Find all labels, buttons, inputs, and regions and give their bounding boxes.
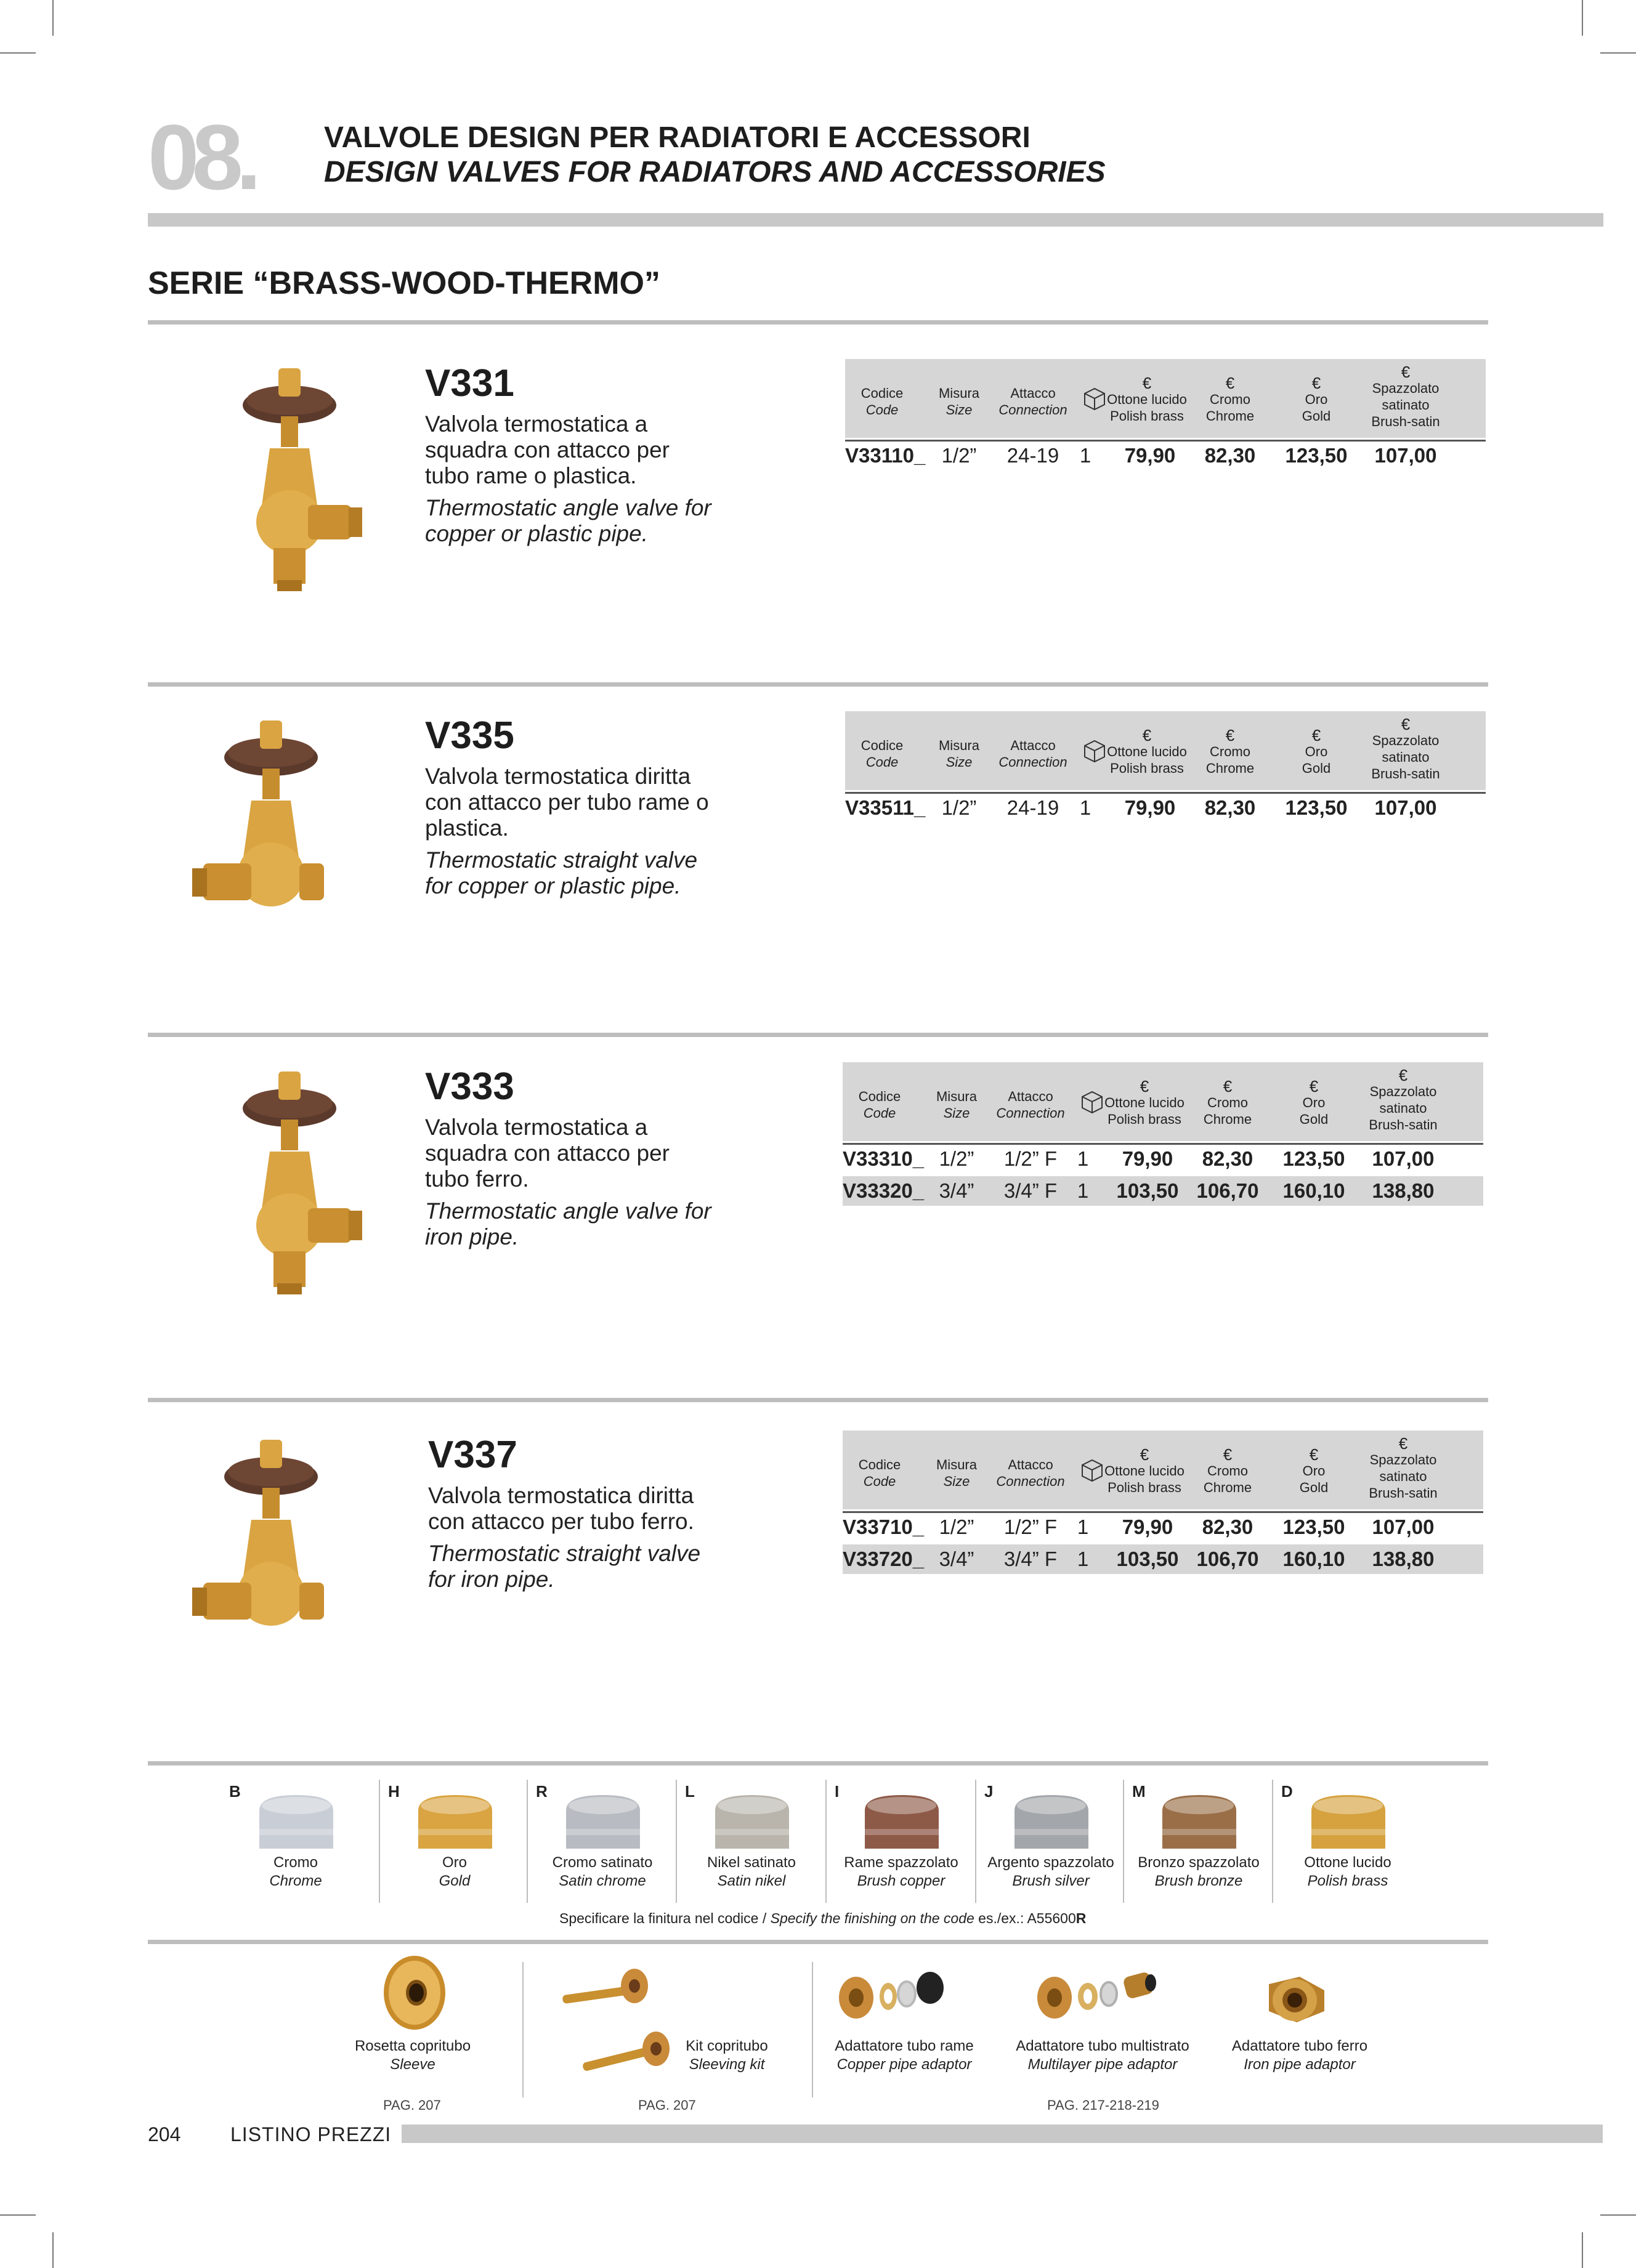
- cell-polish: 79,90: [1124, 796, 1176, 819]
- th-chrome: € Cromo Chrome: [1205, 374, 1255, 424]
- finish-swatch-cap: [862, 1792, 942, 1854]
- finish-swatch-cap: [1011, 1792, 1091, 1854]
- finish-swatch-cap: [563, 1792, 643, 1854]
- package-icon: [1082, 386, 1107, 411]
- accessory-label: Rosetta copritubo Sleeve: [354, 2038, 471, 2073]
- product-description-en: Thermostatic angle valve for copper or plastic pipe.: [425, 495, 711, 546]
- cell-size: 3/4”: [939, 1179, 974, 1202]
- cell-conn: 1/2” F: [1003, 1515, 1058, 1538]
- finish-divider: [1123, 1780, 1124, 1903]
- cell-chrome: 106,70: [1196, 1548, 1259, 1570]
- product-separator-rule: [148, 1033, 1488, 1037]
- th-size: Misura Size: [938, 385, 979, 418]
- accessory-label: Adattatore tubo ferro Iron pipe adaptor: [1231, 2038, 1368, 2073]
- cell-gold: 160,10: [1282, 1548, 1345, 1570]
- th-brush-satin: € Spazzolato satinato Brush-satin: [1371, 715, 1440, 781]
- footer-title: LISTINO PREZZI: [230, 2123, 392, 2145]
- th-code: Codice Code: [861, 738, 904, 770]
- th-polish-brass: € Ottone lucido Polish brass: [1107, 726, 1187, 776]
- cell-conn: 3/4” F: [1003, 1548, 1058, 1570]
- th-brush-satin: € Spazzolato satinato Brush-satin: [1369, 1434, 1438, 1501]
- finish-swatch-cap: [712, 1792, 792, 1854]
- page-reference: PAG. 217-218-219: [1047, 2097, 1159, 2113]
- th-size: Misura Size: [936, 1457, 977, 1489]
- cell-chrome: 82,30: [1202, 1147, 1253, 1170]
- cell-brush: 138,80: [1372, 1548, 1435, 1570]
- th-polish-brass: € Ottone lucido Polish brass: [1104, 1445, 1184, 1495]
- finish-divider: [379, 1780, 380, 1903]
- row-divider: [845, 792, 1486, 794]
- crop-mark: [1582, 0, 1583, 36]
- th-connection: Attacco Connection: [998, 385, 1067, 418]
- finish-letter: L: [685, 1782, 695, 1801]
- crop-mark: [1600, 52, 1636, 54]
- accessory-divider: [812, 1962, 813, 2097]
- product-separator-rule: [148, 320, 1488, 325]
- finish-divider: [676, 1780, 677, 1903]
- finish-label: Oro Gold: [439, 1854, 471, 1889]
- header-bar: [148, 213, 1603, 227]
- crop-mark: [52, 0, 54, 36]
- price-table-header: [845, 359, 1486, 438]
- cell-qty: 1: [1077, 1515, 1089, 1538]
- accessories-top-rule: [148, 1940, 1488, 1944]
- copper-adaptor-image: [838, 1967, 955, 2022]
- product-code-title: V337: [428, 1434, 517, 1476]
- package-icon: [1080, 1458, 1104, 1482]
- price-table-row: [845, 441, 1486, 470]
- finish-label: Cromo satinato Satin chrome: [552, 1854, 653, 1889]
- cell-polish: 103,50: [1116, 1179, 1179, 1202]
- cell-code: V33710_: [843, 1515, 925, 1538]
- chapter-number: 08.: [148, 105, 254, 209]
- product-separator-rule: [148, 1398, 1488, 1402]
- th-size: Misura Size: [938, 738, 979, 770]
- accessory-label: Adattatore tubo multistrato Multilayer pipe adaptor: [1016, 2038, 1189, 2073]
- accessory-divider: [522, 1962, 524, 2097]
- page-reference: PAG. 207: [638, 2097, 696, 2113]
- valve-image: [209, 368, 370, 596]
- crop-mark: [1582, 2232, 1583, 2268]
- cell-conn: 24-19: [1006, 796, 1059, 819]
- finish-swatch-cap: [415, 1792, 495, 1854]
- finish-label: Rame spazzolato Brush copper: [844, 1854, 958, 1889]
- package-icon: [1082, 738, 1107, 763]
- th-gold: € Oro Gold: [1302, 374, 1331, 424]
- cell-chrome: 82,30: [1204, 796, 1256, 819]
- product-description-en: Thermostatic angle valve for iron pipe.: [425, 1198, 711, 1249]
- th-code: Codice Code: [861, 385, 904, 418]
- cell-code: V33110_: [845, 444, 926, 467]
- page-reference: PAG. 207: [383, 2097, 441, 2113]
- cell-brush: 138,80: [1372, 1179, 1435, 1202]
- cell-gold: 123,50: [1285, 796, 1348, 819]
- iron-adaptor-image: [1263, 1966, 1330, 2027]
- finish-label: Nikel satinato Satin nikel: [707, 1854, 796, 1889]
- price-table-header: [843, 1062, 1483, 1141]
- crop-mark: [0, 52, 36, 54]
- price-table-row: [843, 1544, 1483, 1574]
- price-table-row: [843, 1512, 1483, 1542]
- cell-gold: 123,50: [1285, 444, 1348, 467]
- row-divider: [845, 440, 1486, 442]
- finish-swatch-cap: [1159, 1792, 1239, 1854]
- th-chrome: € Cromo Chrome: [1205, 726, 1255, 776]
- crop-mark: [0, 2214, 36, 2216]
- cell-brush: 107,00: [1372, 1147, 1435, 1170]
- product-code-title: V331: [425, 362, 514, 405]
- th-polish-brass: € Ottone lucido Polish brass: [1107, 374, 1187, 424]
- footer-bar: [402, 2125, 1603, 2143]
- sleeve-image: [381, 1953, 448, 2032]
- finish-swatch-cap: [1308, 1792, 1388, 1854]
- finishes-top-rule: [148, 1761, 1488, 1766]
- th-gold: € Oro Gold: [1302, 726, 1331, 776]
- product-description-it: Valvola termostatica a squadra con attacco per tubo ferro.: [425, 1115, 670, 1192]
- th-code: Codice Code: [858, 1457, 901, 1489]
- package-icon: [1080, 1089, 1104, 1114]
- cell-gold: 160,10: [1282, 1179, 1345, 1202]
- finish-divider: [825, 1780, 827, 1903]
- cell-brush: 107,00: [1374, 444, 1437, 467]
- th-connection: Attacco Connection: [996, 1089, 1065, 1121]
- cell-brush: 107,00: [1372, 1515, 1435, 1538]
- th-chrome: € Cromo Chrome: [1203, 1445, 1252, 1495]
- th-connection: Attacco Connection: [998, 738, 1067, 770]
- accessory-label: Kit copritubo Sleeving kit: [686, 2038, 768, 2073]
- product-description-en: Thermostatic straight valve for copper or plastic pipe.: [425, 847, 698, 898]
- row-divider: [843, 1511, 1483, 1513]
- chapter-title-it: VALVOLE DESIGN PER RADIATORI E ACCESSORI: [324, 121, 1031, 154]
- cell-qty: 1: [1079, 796, 1091, 819]
- finish-swatch-cap: [256, 1792, 336, 1854]
- finish-note: Specificare la finitura nel codice / Specify the finishing on the code es./ex.: A55600R: [559, 1910, 1087, 1926]
- price-table-row: [843, 1176, 1483, 1206]
- cell-size: 1/2”: [939, 1515, 974, 1538]
- cell-polish: 103,50: [1116, 1548, 1179, 1570]
- th-brush-satin: € Spazzolato satinato Brush-satin: [1371, 363, 1440, 429]
- cell-polish: 79,90: [1122, 1147, 1173, 1170]
- row-divider: [843, 1143, 1483, 1145]
- finish-label: Argento spazzolato Brush silver: [987, 1854, 1114, 1889]
- product-description-it: Valvola termostatica a squadra con attacco per tubo rame o plastica.: [425, 411, 670, 488]
- finish-letter: H: [388, 1782, 400, 1801]
- cell-size: 3/4”: [939, 1548, 974, 1570]
- cell-code: V33511_: [845, 796, 926, 819]
- cell-conn: 24-19: [1006, 444, 1059, 467]
- valve-image: [191, 1440, 351, 1668]
- cell-code: V33720_: [843, 1548, 925, 1570]
- finish-letter: D: [1281, 1782, 1293, 1801]
- cell-conn: 1/2” F: [1003, 1147, 1058, 1170]
- th-polish-brass: € Ottone lucido Polish brass: [1104, 1077, 1184, 1127]
- cell-chrome: 82,30: [1204, 444, 1256, 467]
- product-code-title: V335: [425, 714, 514, 757]
- cell-qty: 1: [1079, 444, 1091, 467]
- cell-qty: 1: [1077, 1548, 1089, 1570]
- finish-label: Cromo Chrome: [269, 1854, 322, 1889]
- th-code: Codice Code: [858, 1089, 901, 1121]
- chapter-title-en: DESIGN VALVES FOR RADIATORS AND ACCESSORIES: [324, 156, 1106, 188]
- valve-image: [191, 720, 351, 948]
- finish-letter: J: [984, 1782, 994, 1801]
- cell-gold: 123,50: [1282, 1147, 1345, 1170]
- cell-polish: 79,90: [1122, 1515, 1173, 1538]
- valve-image: [209, 1071, 370, 1299]
- th-gold: € Oro Gold: [1299, 1445, 1329, 1495]
- cell-brush: 107,00: [1374, 796, 1437, 819]
- th-connection: Attacco Connection: [996, 1457, 1065, 1489]
- accessory-label: Adattatore tubo rame Copper pipe adaptor: [835, 2038, 974, 2073]
- cell-chrome: 106,70: [1196, 1179, 1259, 1202]
- product-code-title: V333: [425, 1065, 514, 1108]
- cell-size: 1/2”: [941, 796, 977, 819]
- th-chrome: € Cromo Chrome: [1203, 1077, 1252, 1127]
- price-table-row: [843, 1144, 1483, 1174]
- finish-letter: M: [1132, 1782, 1146, 1801]
- product-description-it: Valvola termostatica diritta con attacco per tubo rame o plastica.: [425, 764, 709, 841]
- finish-divider: [975, 1780, 976, 1903]
- finish-divider: [527, 1780, 528, 1903]
- page-number: 204: [148, 2123, 181, 2145]
- price-table-header: [843, 1431, 1483, 1509]
- multilayer-adaptor-image: [1035, 1961, 1164, 2022]
- series-title: SERIE “BRASS-WOOD-THERMO”: [148, 265, 660, 301]
- finish-label: Bronzo spazzolato Brush bronze: [1138, 1854, 1260, 1889]
- cell-gold: 123,50: [1282, 1515, 1345, 1538]
- finish-letter: B: [229, 1782, 241, 1801]
- finish-label: Ottone lucido Polish brass: [1304, 1854, 1391, 1889]
- cell-conn: 3/4” F: [1003, 1179, 1058, 1202]
- cell-code: V33310_: [843, 1147, 925, 1170]
- product-description-it: Valvola termostatica diritta con attacco per tubo ferro.: [428, 1483, 694, 1534]
- product-separator-rule: [148, 682, 1488, 687]
- cell-qty: 1: [1077, 1179, 1089, 1202]
- cell-chrome: 82,30: [1202, 1515, 1253, 1538]
- cell-code: V33320_: [843, 1179, 925, 1202]
- product-description-en: Thermostatic straight valve for iron pipe.: [428, 1541, 701, 1592]
- finish-letter: R: [536, 1782, 548, 1801]
- th-gold: € Oro Gold: [1299, 1077, 1329, 1127]
- price-table-row: [845, 793, 1486, 823]
- cell-polish: 79,90: [1124, 444, 1176, 467]
- cell-size: 1/2”: [939, 1147, 974, 1170]
- finish-letter: I: [835, 1782, 840, 1801]
- crop-mark: [1600, 2214, 1636, 2216]
- crop-mark: [52, 2232, 54, 2268]
- finish-divider: [1272, 1780, 1273, 1903]
- th-size: Misura Size: [936, 1089, 977, 1121]
- cell-qty: 1: [1077, 1147, 1089, 1170]
- price-table-header: [845, 711, 1486, 790]
- cell-size: 1/2”: [941, 444, 977, 467]
- th-brush-satin: € Spazzolato satinato Brush-satin: [1369, 1066, 1438, 1132]
